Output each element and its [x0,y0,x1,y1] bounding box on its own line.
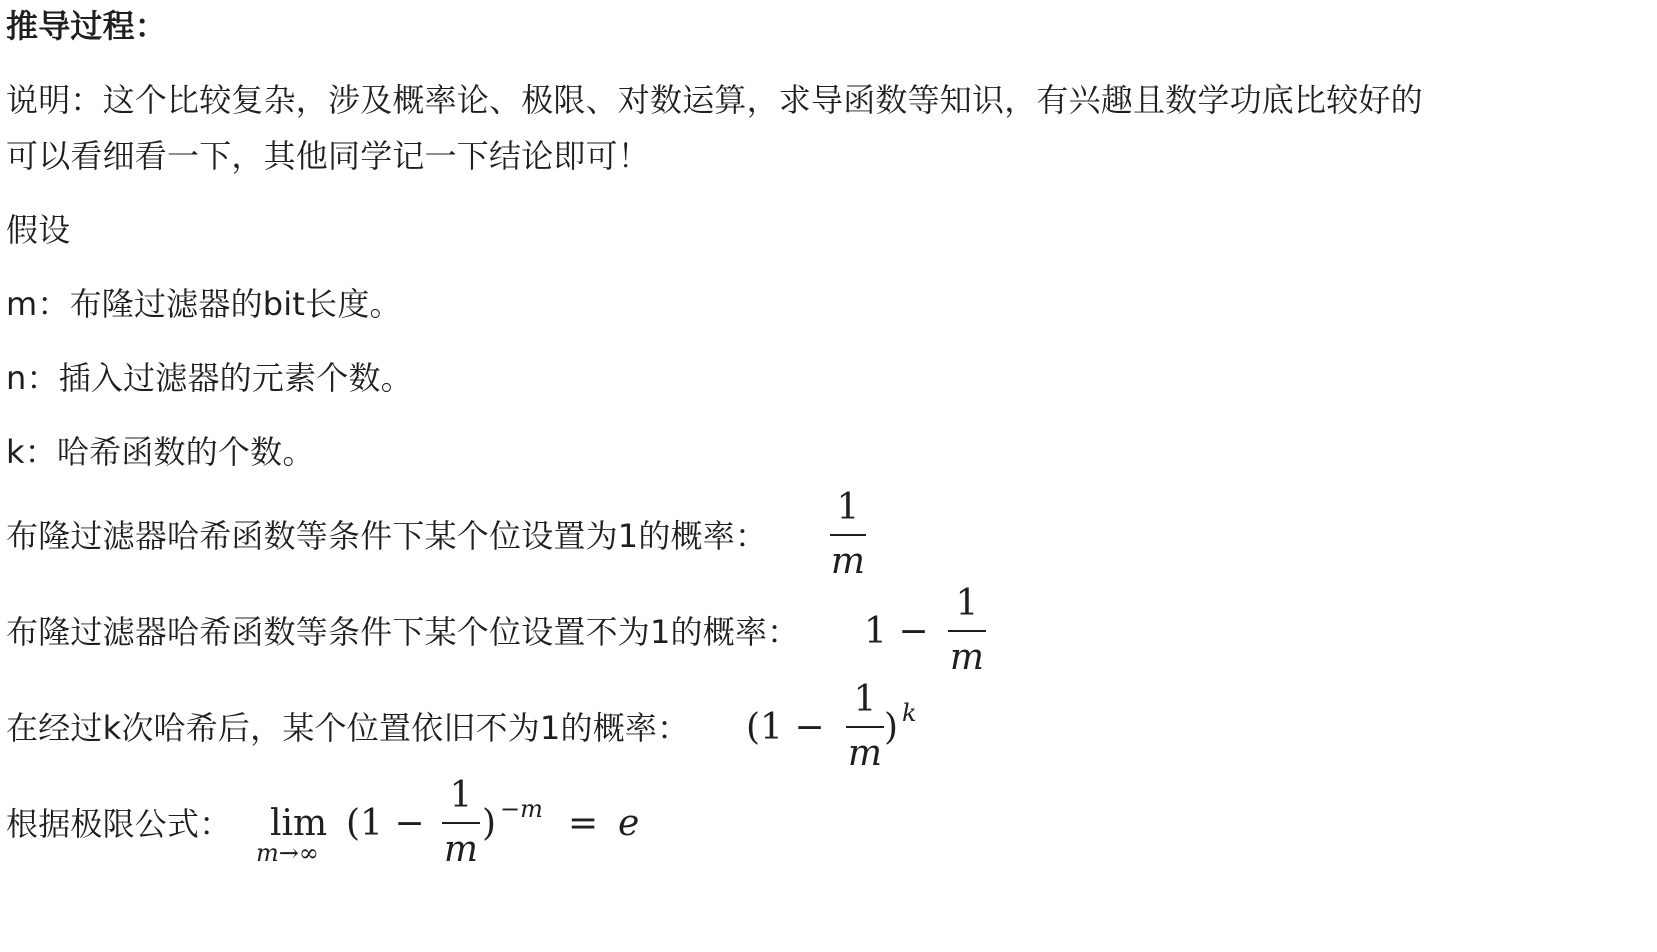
denominator: m [443,829,479,870]
numerator: 1 [836,487,860,528]
fraction-1-over-m [830,488,866,582]
numerator: 1 [449,775,473,816]
section-heading: 推导过程： [6,7,168,45]
close-paren: ) [884,707,899,748]
document [6,0,1651,952]
numerator: 1 [955,583,979,624]
numerator: 1 [853,679,877,720]
statement-limit: 根据极限公式： [6,805,232,843]
denominator: m [830,541,866,582]
denominator: m [949,637,985,678]
close-paren: ) [482,803,497,844]
lim-operator: lim [270,803,328,844]
intro-line-2: 可以看细看一下，其他同学记一下结论即可！ [6,137,651,175]
assumption-label: 假设 [6,211,71,249]
fraction-bar [948,630,986,632]
definition-m: m：布隆过滤器的bit长度。 [6,285,402,323]
exponent-k: k [902,699,917,727]
statement-prob-not-set: 布隆过滤器哈希函数等条件下某个位设置不为1的概率： [6,613,800,651]
fraction-1-over-m [846,680,884,774]
fraction-bar [830,534,866,536]
intro-line-1: 说明：这个比较复杂，涉及概率论、极限、对数运算，求导函数等知识，有兴趣且数学功底比较好的 [6,81,1423,119]
denominator: m [847,733,883,774]
statement-prob-after-k: 在经过k次哈希后，某个位置依旧不为1的概率： [6,709,690,747]
formula-limit [256,776,656,876]
statement-prob-set: 布隆过滤器哈希函数等条件下某个位设置为1的概率： [6,517,768,555]
definition-n: n：插入过滤器的元素个数。 [6,359,413,397]
fraction-bar [442,822,480,824]
exponent-neg-m: −m [500,795,543,823]
formula-prob-set [830,488,866,582]
open-paren-one-minus: (1 − [346,803,425,844]
open-paren-one-minus: (1 − [746,707,825,748]
definition-k: k：哈希函数的个数。 [6,433,315,471]
formula-prob-after-k [746,680,936,780]
lim-subscript: m→∞ [256,839,319,867]
one-minus: 1 − [864,611,929,652]
fraction-1-over-m [442,776,480,870]
euler-e: e [618,803,640,844]
equals-sign: = [568,803,599,844]
fraction-bar [846,726,884,728]
fraction-1-over-m [948,584,986,678]
formula-prob-not-set [864,584,1004,684]
